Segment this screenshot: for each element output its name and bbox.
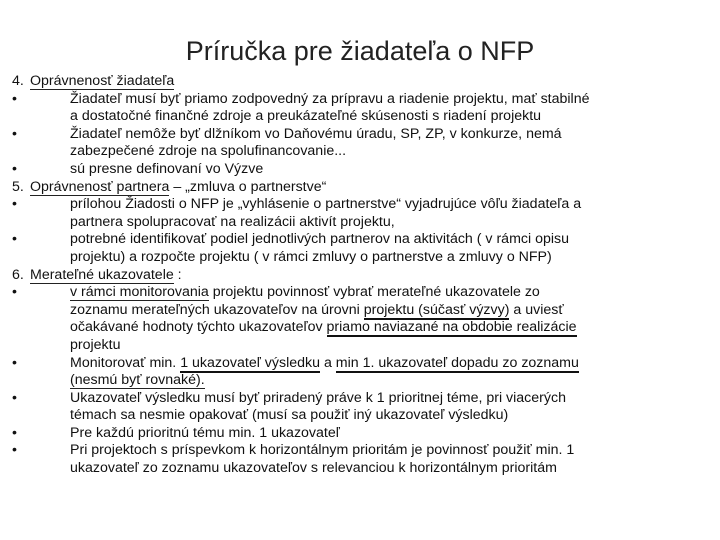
bullet-icon: •	[12, 231, 17, 248]
list-item-continuation: očakávané hodnoty týchto ukazovateľov priamo naviazané na obdobie realizácie	[70, 319, 577, 336]
list-item: • Pri projektoch s príspevkom k horizontálnym prioritám je povinnosť použiť min. 1	[12, 442, 575, 459]
bullet-icon: •	[12, 424, 17, 441]
section-number: 5.	[12, 178, 24, 195]
section-number: 4.	[12, 73, 24, 89]
list-item-continuation: partnera spolupracovať na realizácii aktivít projektu,	[70, 213, 395, 230]
section-4-heading	[12, 73, 712, 91]
bullet-icon: •	[12, 160, 17, 177]
page-title: Príručka pre žiadateľa o NFP	[185, 36, 535, 66]
list-item-continuation: ukazovateľ zo zoznamu ukazovateľov s relevanciou k horizontálnym prioritám	[70, 460, 557, 477]
bullet-icon: •	[12, 389, 17, 406]
bullet-icon: •	[12, 196, 17, 213]
section-title-rest: :	[173, 266, 182, 283]
list-item: • sú presne definovaní vo Výzve	[12, 160, 264, 177]
section-6-heading	[12, 267, 712, 285]
bullet-icon: •	[12, 125, 17, 142]
list-item-continuation: a dostatočné finančné zdroje a preukázateľné skúsenosti s riadení projektu	[70, 108, 542, 125]
list-item-continuation: projektu) a rozpočte projektu ( v rámci zmluvy o partnerstve a zmluvy o NFP)	[70, 248, 552, 265]
list-item-continuation: zoznamu merateľných ukazovateľov na úrovni projektu (súčasť výzvy) a uviesť	[70, 301, 564, 318]
list-item: • potrebné identifikovať podiel jednotlivých partnerov na aktivitách ( v rámci opisu	[12, 231, 569, 248]
list-item: • Žiadateľ nemôže byť dlžníkom vo Daňovému úradu, SP, ZP, v konkurze, nemá	[12, 125, 562, 142]
section-title: Merateľné ukazovatele	[30, 266, 174, 283]
list-item-continuation: zabezpečené zdroje na spolufinancovanie...	[70, 143, 347, 160]
bullet-icon: •	[12, 90, 17, 107]
list-item: • v rámci monitorovania projektu povinnosť vybrať merateľné ukazovatele zo	[12, 284, 540, 301]
bullet-icon: •	[12, 442, 17, 459]
list-item: • Žiadateľ musí byť priamo zodpovedný za prípravu a riadenie projektu, mať stabilné	[12, 90, 590, 107]
list-item: • Monitorovať min. 1 ukazovateľ výsledku a min 1. ukazovateľ dopadu zo zoznamu	[12, 354, 579, 371]
bullet-icon: •	[12, 354, 17, 371]
section-title-rest: – „zmluva o partnerstve“	[169, 178, 327, 195]
section-title: Oprávnenosť žiadateľa	[30, 73, 175, 89]
list-item: • Pre každú prioritnú tému min. 1 ukazovateľ	[12, 424, 340, 441]
list-item-continuation: (nesmú byť rovnaké).	[70, 372, 205, 389]
section-5-heading	[12, 179, 712, 197]
section-number: 6.	[12, 266, 24, 283]
list-item: • prílohou Žiadosti o NFP je „vyhlásenie o partnerstve“ vyjadrujúce vôľu žiadateľa a	[12, 196, 582, 213]
list-item-continuation: projektu	[70, 336, 121, 353]
section-title: Oprávnenosť partnera	[30, 178, 170, 195]
list-item-continuation: témach sa nesmie opakovať (musí sa použiť iný ukazovateľ výsledku)	[70, 407, 509, 424]
document-body	[12, 73, 712, 478]
bullet-icon: •	[12, 284, 17, 301]
list-item: • Ukazovateľ výsledku musí byť priradený práve k 1 prioritnej téme, pri viacerých	[12, 389, 566, 406]
